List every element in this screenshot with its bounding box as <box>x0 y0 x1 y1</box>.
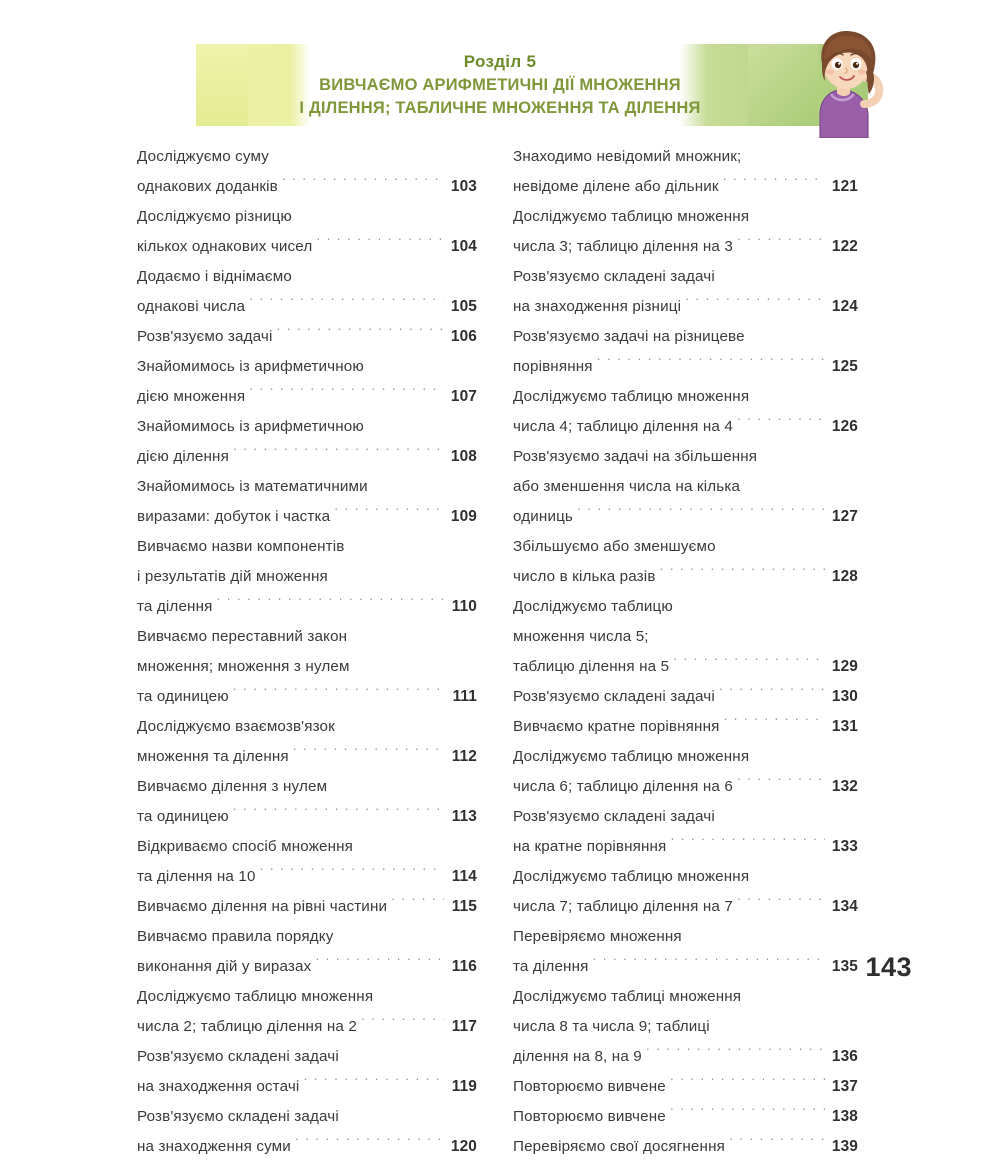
chapter-header <box>0 0 1000 140</box>
toc-entry-text: Розв'язуємо складені задачі <box>137 1048 339 1065</box>
toc-dot-leader <box>295 1136 444 1151</box>
toc-entry-line <box>137 622 477 652</box>
toc-page-number: 114 <box>451 868 477 885</box>
toc-page-number: 117 <box>451 1018 477 1035</box>
toc-entry[interactable] <box>513 712 858 742</box>
toc-entry[interactable] <box>137 262 477 322</box>
toc-entry[interactable] <box>137 772 477 832</box>
toc-entry-text: Розв'язуємо складені задачі <box>513 268 715 285</box>
toc-dot-leader <box>724 716 826 731</box>
toc-dot-leader <box>753 866 855 881</box>
toc-entry[interactable] <box>137 472 477 532</box>
toc-dot-leader <box>357 836 474 851</box>
toc-page-number: 124 <box>831 298 858 315</box>
toc-dot-leader <box>673 656 825 671</box>
toc-page-number: 137 <box>831 1078 858 1095</box>
toc-entry-last-line <box>513 1132 858 1162</box>
toc-entry[interactable] <box>137 202 477 262</box>
toc-entry[interactable] <box>137 622 477 712</box>
toc-entry-text: Досліджуємо таблицю множення <box>513 868 750 885</box>
toc-entry-last-line <box>137 232 477 262</box>
toc-entry[interactable] <box>137 712 477 772</box>
toc-entry-text: Вивчаємо переставний закон <box>137 628 348 645</box>
toc-entry[interactable] <box>137 142 477 202</box>
toc-entry[interactable] <box>137 982 477 1042</box>
toc-page-number: 120 <box>450 1138 477 1155</box>
toc-entry-text: Досліджуємо таблицю множення <box>513 748 750 765</box>
toc-entry-text: однакові числа <box>137 298 246 315</box>
toc-entry-text: числа 7; таблицю ділення на 7 <box>513 898 733 915</box>
toc-dot-leader <box>339 716 474 731</box>
toc-entry-line <box>137 652 477 682</box>
toc-page-number: 105 <box>450 298 477 315</box>
toc-entry-text: дією ділення <box>137 448 229 465</box>
toc-entry-last-line <box>513 682 858 712</box>
toc-page-number: 103 <box>450 178 477 195</box>
toc-entry-text: невідоме ділене або дільник <box>513 178 719 195</box>
toc-page-number: 121 <box>831 178 858 195</box>
toc-entry-last-line <box>513 1072 858 1102</box>
toc-left-column <box>137 142 477 1162</box>
toc-entry-line <box>513 742 858 772</box>
toc-entry-last-line <box>137 592 477 622</box>
toc-entry[interactable] <box>513 1132 858 1162</box>
toc-entry[interactable] <box>513 1102 858 1132</box>
toc-entry-text: ділення на 8, на 9 <box>513 1048 642 1065</box>
toc-dot-leader <box>719 806 855 821</box>
toc-entry-text: Досліджуємо таблицю множення <box>513 208 750 225</box>
toc-dot-leader <box>660 566 825 581</box>
toc-entry-line <box>513 262 858 292</box>
toc-dot-leader <box>296 206 474 221</box>
toc-entry-text: Збільшуємо або зменшуємо <box>513 538 716 555</box>
toc-entry[interactable] <box>513 202 858 262</box>
toc-entry-text: Повторюємо вивчене <box>513 1108 666 1125</box>
toc-entry-text: Розв'язуємо складені задачі <box>513 688 715 705</box>
toc-dot-leader <box>744 476 855 491</box>
toc-dot-leader <box>217 596 445 611</box>
toc-entry-text: Розв'язуємо задачі <box>137 328 273 345</box>
toc-entry-last-line <box>513 412 858 442</box>
toc-entry-line <box>513 622 858 652</box>
toc-entry-line <box>137 472 477 502</box>
toc-dot-leader <box>677 596 855 611</box>
toc-entry-text: та ділення на 10 <box>137 868 256 885</box>
toc-entry-text: Досліджуємо таблицю множення <box>137 988 374 1005</box>
toc-page-number: 115 <box>451 898 477 915</box>
toc-entry-text: кількох однакових чисел <box>137 238 313 255</box>
toc-entry-line <box>137 142 477 172</box>
toc-entry-line <box>513 472 858 502</box>
toc-dot-leader <box>334 506 444 521</box>
toc-entry[interactable] <box>513 862 858 922</box>
toc-entry-text: таблицю ділення на 5 <box>513 658 670 675</box>
toc-page-number: 116 <box>451 958 477 975</box>
toc-entry-text: Досліджуємо взаємозв'язок <box>137 718 335 735</box>
toc-entry-line <box>137 1042 477 1072</box>
toc-page-number: 126 <box>831 418 858 435</box>
toc-entry-text: числа 8 та числа 9; таблиці <box>513 1018 710 1035</box>
toc-entry-last-line <box>513 352 858 382</box>
toc-entry[interactable] <box>137 1042 477 1102</box>
toc-entry[interactable] <box>137 1102 477 1162</box>
toc-entry[interactable] <box>513 142 858 202</box>
toc-entry-line <box>137 562 477 592</box>
toc-page-number: 127 <box>831 508 858 525</box>
toc-entry-text: Повторюємо вивчене <box>513 1078 666 1095</box>
toc-dot-leader <box>361 1016 444 1031</box>
toc-entry[interactable] <box>137 892 477 922</box>
toc-entry-text: Досліджуємо суму <box>137 148 269 165</box>
toc-entry-text: множення та ділення <box>137 748 289 765</box>
toc-entry-last-line <box>137 1072 477 1102</box>
toc-dot-leader <box>349 536 474 551</box>
toc-dot-leader <box>316 236 444 251</box>
toc-dot-leader <box>303 1076 444 1091</box>
toc-entry-line <box>137 412 477 442</box>
toc-right-column <box>513 142 858 1162</box>
toc-page-number: 138 <box>831 1108 858 1125</box>
toc-entry[interactable] <box>513 1072 858 1102</box>
toc-dot-leader <box>233 806 444 821</box>
toc-dot-leader <box>737 776 825 791</box>
toc-entry-text: дією множення <box>137 388 246 405</box>
toc-entry-text: числа 4; таблицю ділення на 4 <box>513 418 733 435</box>
toc-entry-text: Розв'язуємо складені задачі <box>513 808 715 825</box>
toc-dot-leader <box>719 266 855 281</box>
toc-dot-leader <box>714 1016 855 1031</box>
toc-page-number: 108 <box>450 448 477 465</box>
toc-page-number: 134 <box>831 898 858 915</box>
chapter-label: Розділ 5 <box>463 52 537 72</box>
toc-entry-last-line <box>513 562 858 592</box>
toc-entry-line <box>137 982 477 1012</box>
toc-dot-leader <box>282 176 444 191</box>
toc-entry-last-line <box>513 832 858 862</box>
toc-dot-leader <box>391 896 444 911</box>
toc-entry-line <box>513 1012 858 1042</box>
toc-entry-text: Відкриваємо спосіб множення <box>137 838 354 855</box>
toc-entry-line <box>513 922 858 952</box>
toc-entry-line <box>137 532 477 562</box>
toc-entry-text: Вивчаємо кратне порівняння <box>513 718 720 735</box>
toc-page-number: 109 <box>450 508 477 525</box>
toc-entry-text: Вивчаємо ділення на рівні частини <box>137 898 388 915</box>
toc-entry-text: Знаходимо невідомий множник; <box>513 148 742 165</box>
toc-entry-line <box>513 322 858 352</box>
toc-entry-last-line <box>137 1132 477 1162</box>
toc-dot-leader <box>331 776 474 791</box>
toc-entry[interactable] <box>137 532 477 622</box>
toc-entry-last-line <box>137 172 477 202</box>
toc-entry-text: Перевіряємо множення <box>513 928 682 945</box>
toc-entry-text: число в кілька разів <box>513 568 656 585</box>
toc-page-number: 129 <box>831 658 858 675</box>
toc-dot-leader <box>368 416 474 431</box>
toc-entry-text: та одиницею <box>137 808 229 825</box>
toc-entry-last-line <box>513 772 858 802</box>
toc-entry-text: Досліджуємо таблиці множення <box>513 988 742 1005</box>
toc-entry-text: одиниць <box>513 508 573 525</box>
toc-page-number: 111 <box>452 688 477 705</box>
toc-entry-line <box>513 802 858 832</box>
toc-entry-line <box>513 532 858 562</box>
toc-entry-last-line <box>513 1102 858 1132</box>
toc-entry-text: Розв'язуємо складені задачі <box>137 1108 339 1125</box>
toc-entry-line <box>137 712 477 742</box>
toc-entry-text: однакових доданків <box>137 178 278 195</box>
toc-entry-text: та ділення <box>137 598 213 615</box>
toc-entry-last-line <box>513 232 858 262</box>
toc-dot-leader <box>332 566 474 581</box>
toc-entry-line <box>513 202 858 232</box>
toc-dot-leader <box>233 446 444 461</box>
toc-dot-leader <box>737 896 825 911</box>
toc-dot-leader <box>296 266 474 281</box>
toc-entry[interactable] <box>513 802 858 862</box>
toc-entry[interactable] <box>137 412 477 472</box>
toc-page-number: 128 <box>831 568 858 585</box>
toc-dot-leader <box>260 866 444 881</box>
toc-entry-text: множення числа 5; <box>513 628 649 645</box>
toc-page-number: 107 <box>450 388 477 405</box>
toc-entry-text: Розв'язуємо задачі на різницеве <box>513 328 745 345</box>
toc-entry-last-line <box>137 322 477 352</box>
toc-entry-last-line <box>137 802 477 832</box>
toc-entry-line <box>513 592 858 622</box>
toc-entry-text: або зменшення числа на кілька <box>513 478 741 495</box>
toc-dot-leader <box>249 386 444 401</box>
toc-entry-text: Вивчаємо правила порядку <box>137 928 334 945</box>
toc-entry[interactable] <box>513 532 858 592</box>
toc-entry-line <box>137 922 477 952</box>
toc-page-number: 131 <box>831 718 858 735</box>
toc-page-number: 135 <box>831 958 858 975</box>
toc-entry-last-line <box>137 682 477 712</box>
toc-entry-line <box>137 202 477 232</box>
toc-entry-last-line <box>513 892 858 922</box>
toc-entry-text: Знайомимось із математичними <box>137 478 368 495</box>
toc-entry-line <box>513 142 858 172</box>
toc-dot-leader <box>686 926 855 941</box>
toc-entry-text: Знайомимось із арифметичною <box>137 418 364 435</box>
toc-page-number: 122 <box>831 238 858 255</box>
toc-dot-leader <box>685 296 825 311</box>
toc-dot-leader <box>670 836 825 851</box>
toc-entry-text: множення; множення з нулем <box>137 658 350 675</box>
toc-dot-leader <box>670 1106 825 1121</box>
toc-entry-last-line <box>513 712 858 742</box>
toc-entry-text: Розв'язуємо задачі на збільшення <box>513 448 758 465</box>
toc-entry-line <box>513 442 858 472</box>
toc-entry-last-line <box>137 1012 477 1042</box>
toc-dot-leader <box>720 536 855 551</box>
toc-entry-line <box>513 382 858 412</box>
toc-entry-text: Знайомимось із арифметичною <box>137 358 364 375</box>
toc-page-number: 113 <box>451 808 477 825</box>
toc-entry-last-line <box>513 502 858 532</box>
toc-entry-text: Перевіряємо свої досягнення <box>513 1138 725 1155</box>
toc-entry-line <box>137 262 477 292</box>
toc-entry-text: виразами: добуток і частка <box>137 508 331 525</box>
toc-entry-text: Додаємо і віднімаємо <box>137 268 292 285</box>
toc-entry[interactable] <box>513 592 858 682</box>
toc-dot-leader <box>729 1136 825 1151</box>
toc-entry[interactable] <box>513 742 858 802</box>
toc-entry-last-line <box>513 1042 858 1072</box>
toc-page-number: 132 <box>831 778 858 795</box>
toc-entry[interactable] <box>513 262 858 322</box>
toc-dot-leader <box>719 686 825 701</box>
toc-page-number: 112 <box>451 748 477 765</box>
toc-dot-leader <box>737 236 825 251</box>
toc-entry-last-line <box>513 172 858 202</box>
toc-dot-leader <box>745 986 855 1001</box>
toc-entry-text: на знаходження суми <box>137 1138 291 1155</box>
toc-entry-text: на кратне порівняння <box>513 838 667 855</box>
toc-dot-leader <box>761 446 855 461</box>
toc-entry-text: та одиницею <box>137 688 229 705</box>
toc-dot-leader <box>737 416 825 431</box>
toc-entry-last-line <box>137 892 477 922</box>
toc-page-number: 133 <box>831 838 858 855</box>
toc-entry[interactable] <box>513 382 858 442</box>
chapter-title-line-1: ВИВЧАЄМО АРИФМЕТИЧНІ ДІЇ МНОЖЕННЯ <box>319 76 681 95</box>
toc-entry-text: та ділення <box>513 958 589 975</box>
toc-dot-leader <box>653 626 855 641</box>
toc-dot-leader <box>354 656 474 671</box>
toc-entry-line <box>137 352 477 382</box>
toc-dot-leader <box>377 986 474 1001</box>
toc-dot-leader <box>753 206 855 221</box>
header-text-group <box>200 44 800 126</box>
toc-dot-leader <box>343 1046 474 1061</box>
toc-dot-leader <box>753 386 855 401</box>
toc-dot-leader <box>233 686 444 701</box>
toc-entry-line <box>137 772 477 802</box>
toc-entry-text: порівняння <box>513 358 593 375</box>
toc-dot-leader <box>343 1106 474 1121</box>
toc-entry-last-line <box>137 502 477 532</box>
toc-entry-last-line <box>137 742 477 772</box>
toc-dot-leader <box>372 476 474 491</box>
toc-dot-leader <box>577 506 825 521</box>
toc-entry-text: Досліджуємо різницю <box>137 208 292 225</box>
toc-entry-last-line <box>137 862 477 892</box>
toc-entry-last-line <box>513 292 858 322</box>
toc-entry-text: Досліджуємо таблицю множення <box>513 388 750 405</box>
toc-page-number: 119 <box>451 1078 477 1095</box>
toc-dot-leader <box>293 746 444 761</box>
toc-entry-line <box>513 982 858 1012</box>
toc-dot-leader <box>249 296 444 311</box>
toc-page-number: 139 <box>831 1138 858 1155</box>
toc-entry-text: і результатів дій множення <box>137 568 328 585</box>
toc-entry-text: виконання дій у виразах <box>137 958 312 975</box>
toc-page-number: 110 <box>451 598 477 615</box>
toc-entry-text: на знаходження різниці <box>513 298 682 315</box>
toc-entry-last-line <box>513 652 858 682</box>
toc-entry[interactable] <box>513 442 858 532</box>
toc-entry-text: Вивчаємо назви компонентів <box>137 538 345 555</box>
toc-dot-leader <box>723 176 825 191</box>
toc-entry-last-line <box>137 442 477 472</box>
toc-entry-text: числа 2; таблицю ділення на 2 <box>137 1018 357 1035</box>
page-number: 143 <box>865 952 912 982</box>
toc-dot-leader <box>670 1076 825 1091</box>
toc-entry[interactable] <box>513 982 858 1072</box>
toc-entry[interactable] <box>513 682 858 712</box>
toc-entry-line <box>137 832 477 862</box>
toc-entry[interactable] <box>137 832 477 892</box>
toc-entry-last-line <box>137 292 477 322</box>
toc-entry-line <box>137 1102 477 1132</box>
toc-dot-leader <box>745 146 855 161</box>
toc-page-number: 104 <box>450 238 477 255</box>
toc-page-number: 106 <box>450 328 477 345</box>
toc-entry[interactable] <box>137 352 477 412</box>
toc-dot-leader <box>277 326 444 341</box>
toc-entry-line <box>513 862 858 892</box>
girl-character-illustration <box>790 18 910 138</box>
toc-dot-leader <box>337 926 474 941</box>
toc-page-number: 136 <box>831 1048 858 1065</box>
toc-entry-text: числа 6; таблицю ділення на 6 <box>513 778 733 795</box>
toc-entry-text: Досліджуємо таблицю <box>513 598 673 615</box>
toc-page-number: 125 <box>831 358 858 375</box>
toc-dot-leader <box>351 626 474 641</box>
toc-entry[interactable] <box>513 322 858 382</box>
toc-dot-leader <box>753 746 855 761</box>
toc-entry-last-line <box>137 382 477 412</box>
toc-dot-leader <box>273 146 474 161</box>
toc-dot-leader <box>597 356 825 371</box>
toc-dot-leader <box>368 356 474 371</box>
toc-dot-leader <box>646 1046 825 1061</box>
toc-entry[interactable] <box>137 322 477 352</box>
toc-dot-leader <box>749 326 855 341</box>
chapter-title-line-2: І ДІЛЕННЯ; ТАБЛИЧНЕ МНОЖЕННЯ ТА ДІЛЕННЯ <box>299 98 701 117</box>
toc-page-number: 130 <box>831 688 858 705</box>
toc-entry-text: Вивчаємо ділення з нулем <box>137 778 328 795</box>
toc-entry-text: на знаходження остачі <box>137 1078 300 1095</box>
toc-entry-text: числа 3; таблицю ділення на 3 <box>513 238 733 255</box>
